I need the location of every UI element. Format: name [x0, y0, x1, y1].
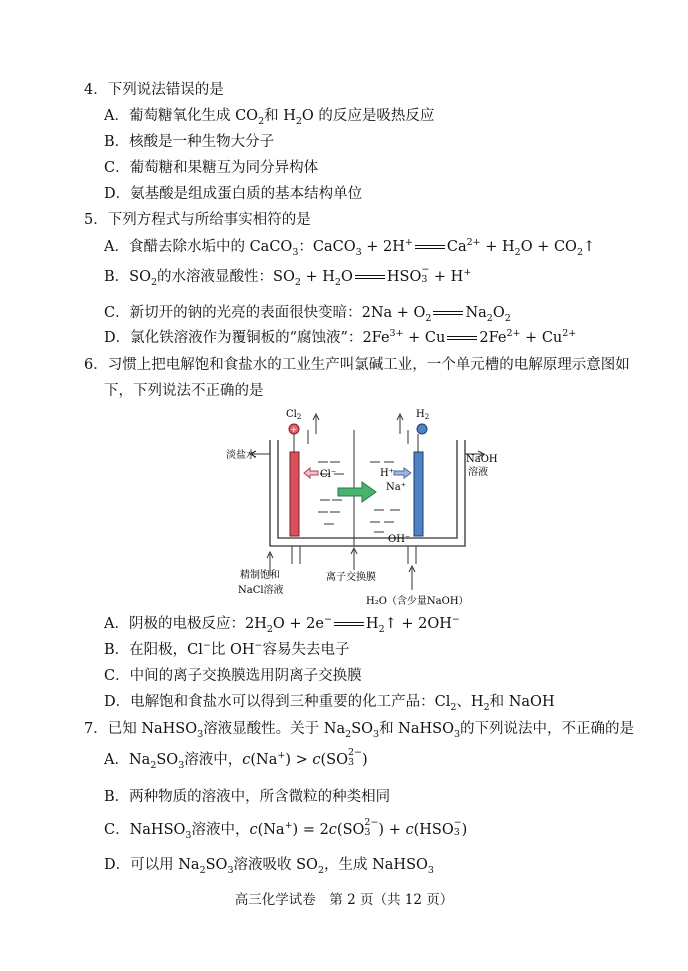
- naoh-label: NaOH: [466, 454, 498, 465]
- q4-option-a: A．葡萄糖氧化生成 $CO_2$和 $H_2O$ 的反应是吸热反应: [104, 108, 435, 127]
- membrane-label: 离子交换膜: [326, 572, 376, 583]
- dilute-brine-label: 淡盐水: [226, 450, 256, 461]
- hydroxide-ion-label: OH⁻: [388, 534, 411, 545]
- cl2-label: $Cl_2$: [286, 409, 302, 421]
- hydrogen-ion-label: H⁺: [380, 468, 394, 479]
- electrolysis-diagram: [220, 404, 520, 610]
- page-footer: 高三化学试卷 第 2 页（共 12 页）: [234, 892, 454, 908]
- q7-stem: 7．已知 NaHSO$_3$溶液显酸性。关于 $Na_2SO_3$和 NaHSO$_3$的下列说法中，不正确的是: [84, 721, 635, 740]
- q5-option-a: A．食醋去除水垢中的 CaCO$_3$：CaCO$_3$ + 2H+ $Ca^{2+} + H_2O$ + $CO_2↑$: [104, 237, 596, 258]
- q6-option-a: A．阴极的电极反应：$2H_2O + 2e^-$ $H_2↑ + 2OH^-$: [104, 614, 460, 635]
- q7-option-d: D．可以用 $Na_2SO_3$溶液吸收 $SO_2$，生成 NaHSO$_3$: [104, 857, 434, 876]
- q6-stem-line2: 下，下列说法不正确的是: [104, 383, 264, 399]
- chloride-ion-label: Cl⁻: [320, 469, 337, 480]
- q6-option-b: B．在阳极，Cl−比 OH−容易失去电子: [104, 640, 350, 658]
- sodium-ion-label: Na⁺: [386, 482, 406, 493]
- q6-stem-line1: 6．习惯上把电解饱和食盐水的工业生产叫氯碱工业，一个单元槽的电解原理示意图如: [84, 357, 630, 373]
- h2-label: $H_2$: [416, 409, 430, 421]
- naoh-solution-label: 溶液: [468, 467, 488, 478]
- q4-option-d: D．氨基酸是组成蛋白质的基本结构单位: [104, 186, 363, 202]
- q5-option-c: C．新切开的钠的光亮的表面很快变暗：$2Na + O_2$ $Na_2O_2$: [104, 305, 511, 324]
- q5-stem: 5．下列方程式与所给事实相符的是: [84, 212, 311, 228]
- q7-option-b: B．两种物质的溶液中，所含微粒的种类相同: [104, 789, 391, 805]
- water-label: H₂O（含少量NaOH）: [366, 596, 469, 607]
- q5-option-d: D．氯化铁溶液作为覆铜板的“腐蚀液”：$2Fe^{3+} + Cu$ $2Fe^{2+} + Cu^{2+}$: [104, 328, 577, 346]
- q5-option-b: B．$SO_2$的水溶液显酸性：$SO_2 + H_2O$ HSO − 3 + H+: [104, 264, 472, 288]
- q7-option-c: C．NaHSO$_3$溶液中，c(Na+) = 2c(SO 2− 3 ) + c(HSO − 3 ): [104, 817, 468, 841]
- q4-stem: 4．下列说法错误的是: [84, 82, 224, 98]
- q6-option-d: D．电解饱和食盐水可以得到三种重要的化工产品：$Cl_2$、$H_2$和 NaOH: [104, 694, 555, 713]
- q6-option-c: C．中间的离子交换膜选用阴离子交换膜: [104, 668, 362, 684]
- feed-label-line1: 精制饱和: [240, 570, 280, 581]
- svg-text:+: +: [290, 425, 298, 434]
- feed-label-line2: NaCl溶液: [238, 585, 284, 596]
- q4-option-c: C．葡萄糖和果糖互为同分异构体: [104, 160, 319, 176]
- q7-option-a: A．$Na_2SO_3$溶液中，c(Na+) > c(SO 2− 3 ): [104, 747, 368, 771]
- q4-option-b: B．核酸是一种生物大分子: [104, 134, 275, 150]
